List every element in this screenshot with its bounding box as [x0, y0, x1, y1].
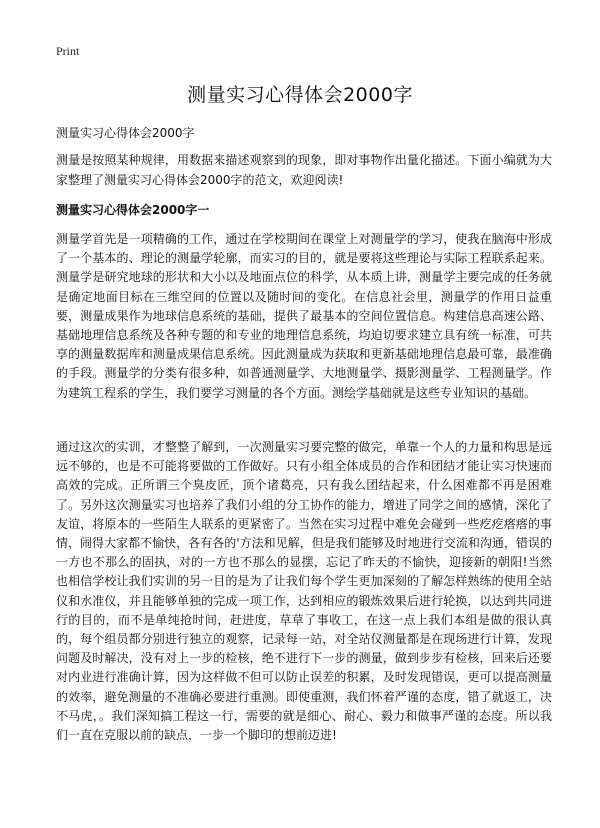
print-link[interactable]: Print [56, 44, 80, 58]
body-paragraph-1: 测量学首先是一项精确的工作，通过在学校期间在课堂上对测量学的学习，使我在脑海中形成了一个基本的、理论的测量学轮廓，而实习的目的，就是要将这些理论与实际工程联系起来。测量学是研究地球的形状和大小以及地面点位的科学，从本质上讲，测量学主要完成的任务就是确定地面目标在三维空间的位置以及随时间的变化。在信息社会里，测量学的作用日益重要，测量成果作为地球信息系统的基础，提供了最基本的空间位置信息。构建信息高速公路、基础地理信息系统及各种专题的和专业的地理信息系统，均迫切要求建立具有统一标准，可共享的测量数据库和测量成果信息系统。因此测量成为获取和更新基础地理信息最可靠，最准确的手段。测量学的分类有很多种，如普通测量学、大地测量学、摄影测量学、工程测量学。作为建筑工程系的学生，我们要学习测量的各个方面。测绘学基础就是这些专业知识的基础。 [56, 232, 552, 400]
body-paragraph-2: 通过这次的实训，才整整了解到，一次测量实习要完整的做完，单靠一个人的力量和构思是远远不够的，也是不可能将要做的工作做好。只有小组全体成员的合作和团结才能让实习快速而高效的完成。正所谓三个臭皮匠，顶个诸葛亮，只有我么团结起来，什么困难都不再是困难了。另外这次测量实习也培养了我们小组的分工协作的能力，增进了同学之间的感情，深化了友谊，将原本的一些陌生人联系的更紧密了。当然在实习过程中难免会碰到一些疙疙瘩瘩的事情，闹得大家都不愉快，各有各的'方法和见解，但是我们能够及时地进行交流和沟通，错误的一方也不那么的固执，对的一方也不那么的显摆，忘记了昨天的不愉快，迎接新的朝阳!当然也相信学校让我们实训的另一目的是为了让我们每个学生更加深刻的了解怎样熟练的使用全站仪和水准仪，并且能够单独的完成一项工作，达到相应的锻炼效果后进行轮换，以达到共同进行的目的，而不是单纯抢时间，赶进度，草草了事收工，在这一点上我们本组是做的很认真的，每个组员都分别进行独立的观察，记录每一站，对全站仪测量都是在现场进行计算，发现问题及时解决，没有对上一步的检核，绝不进行下一步的测量，做到步步有检核，回来后还要对内业进行准确计算，因为这样做不但可以防止误差的积累，及时发现错误，更可以提高测量的效率，避免测量的不准确必要进行重测。即使重测，我们怀着严谨的态度，错了就返工，决不马虎，。我们深知搞工程这一行，需要的就是细心、耐心、毅力和做事严谨的态度。所以我们一直在克服以前的缺点，一步一个脚印的想前迈进! [56, 440, 552, 743]
intro-paragraph: 测量是按照某种规律，用数据来描述观察到的现象，即对事物作出量化描述。下面小编就为大家整理了测量实习心得体会2000字的范文，欢迎阅读! [56, 153, 552, 187]
document-subtitle: 测量实习心得体会2000字 [56, 126, 195, 140]
section-heading: 测量实习心得体会2000字一 [56, 203, 210, 217]
page-title: 测量实习心得体会2000字 [187, 84, 413, 106]
